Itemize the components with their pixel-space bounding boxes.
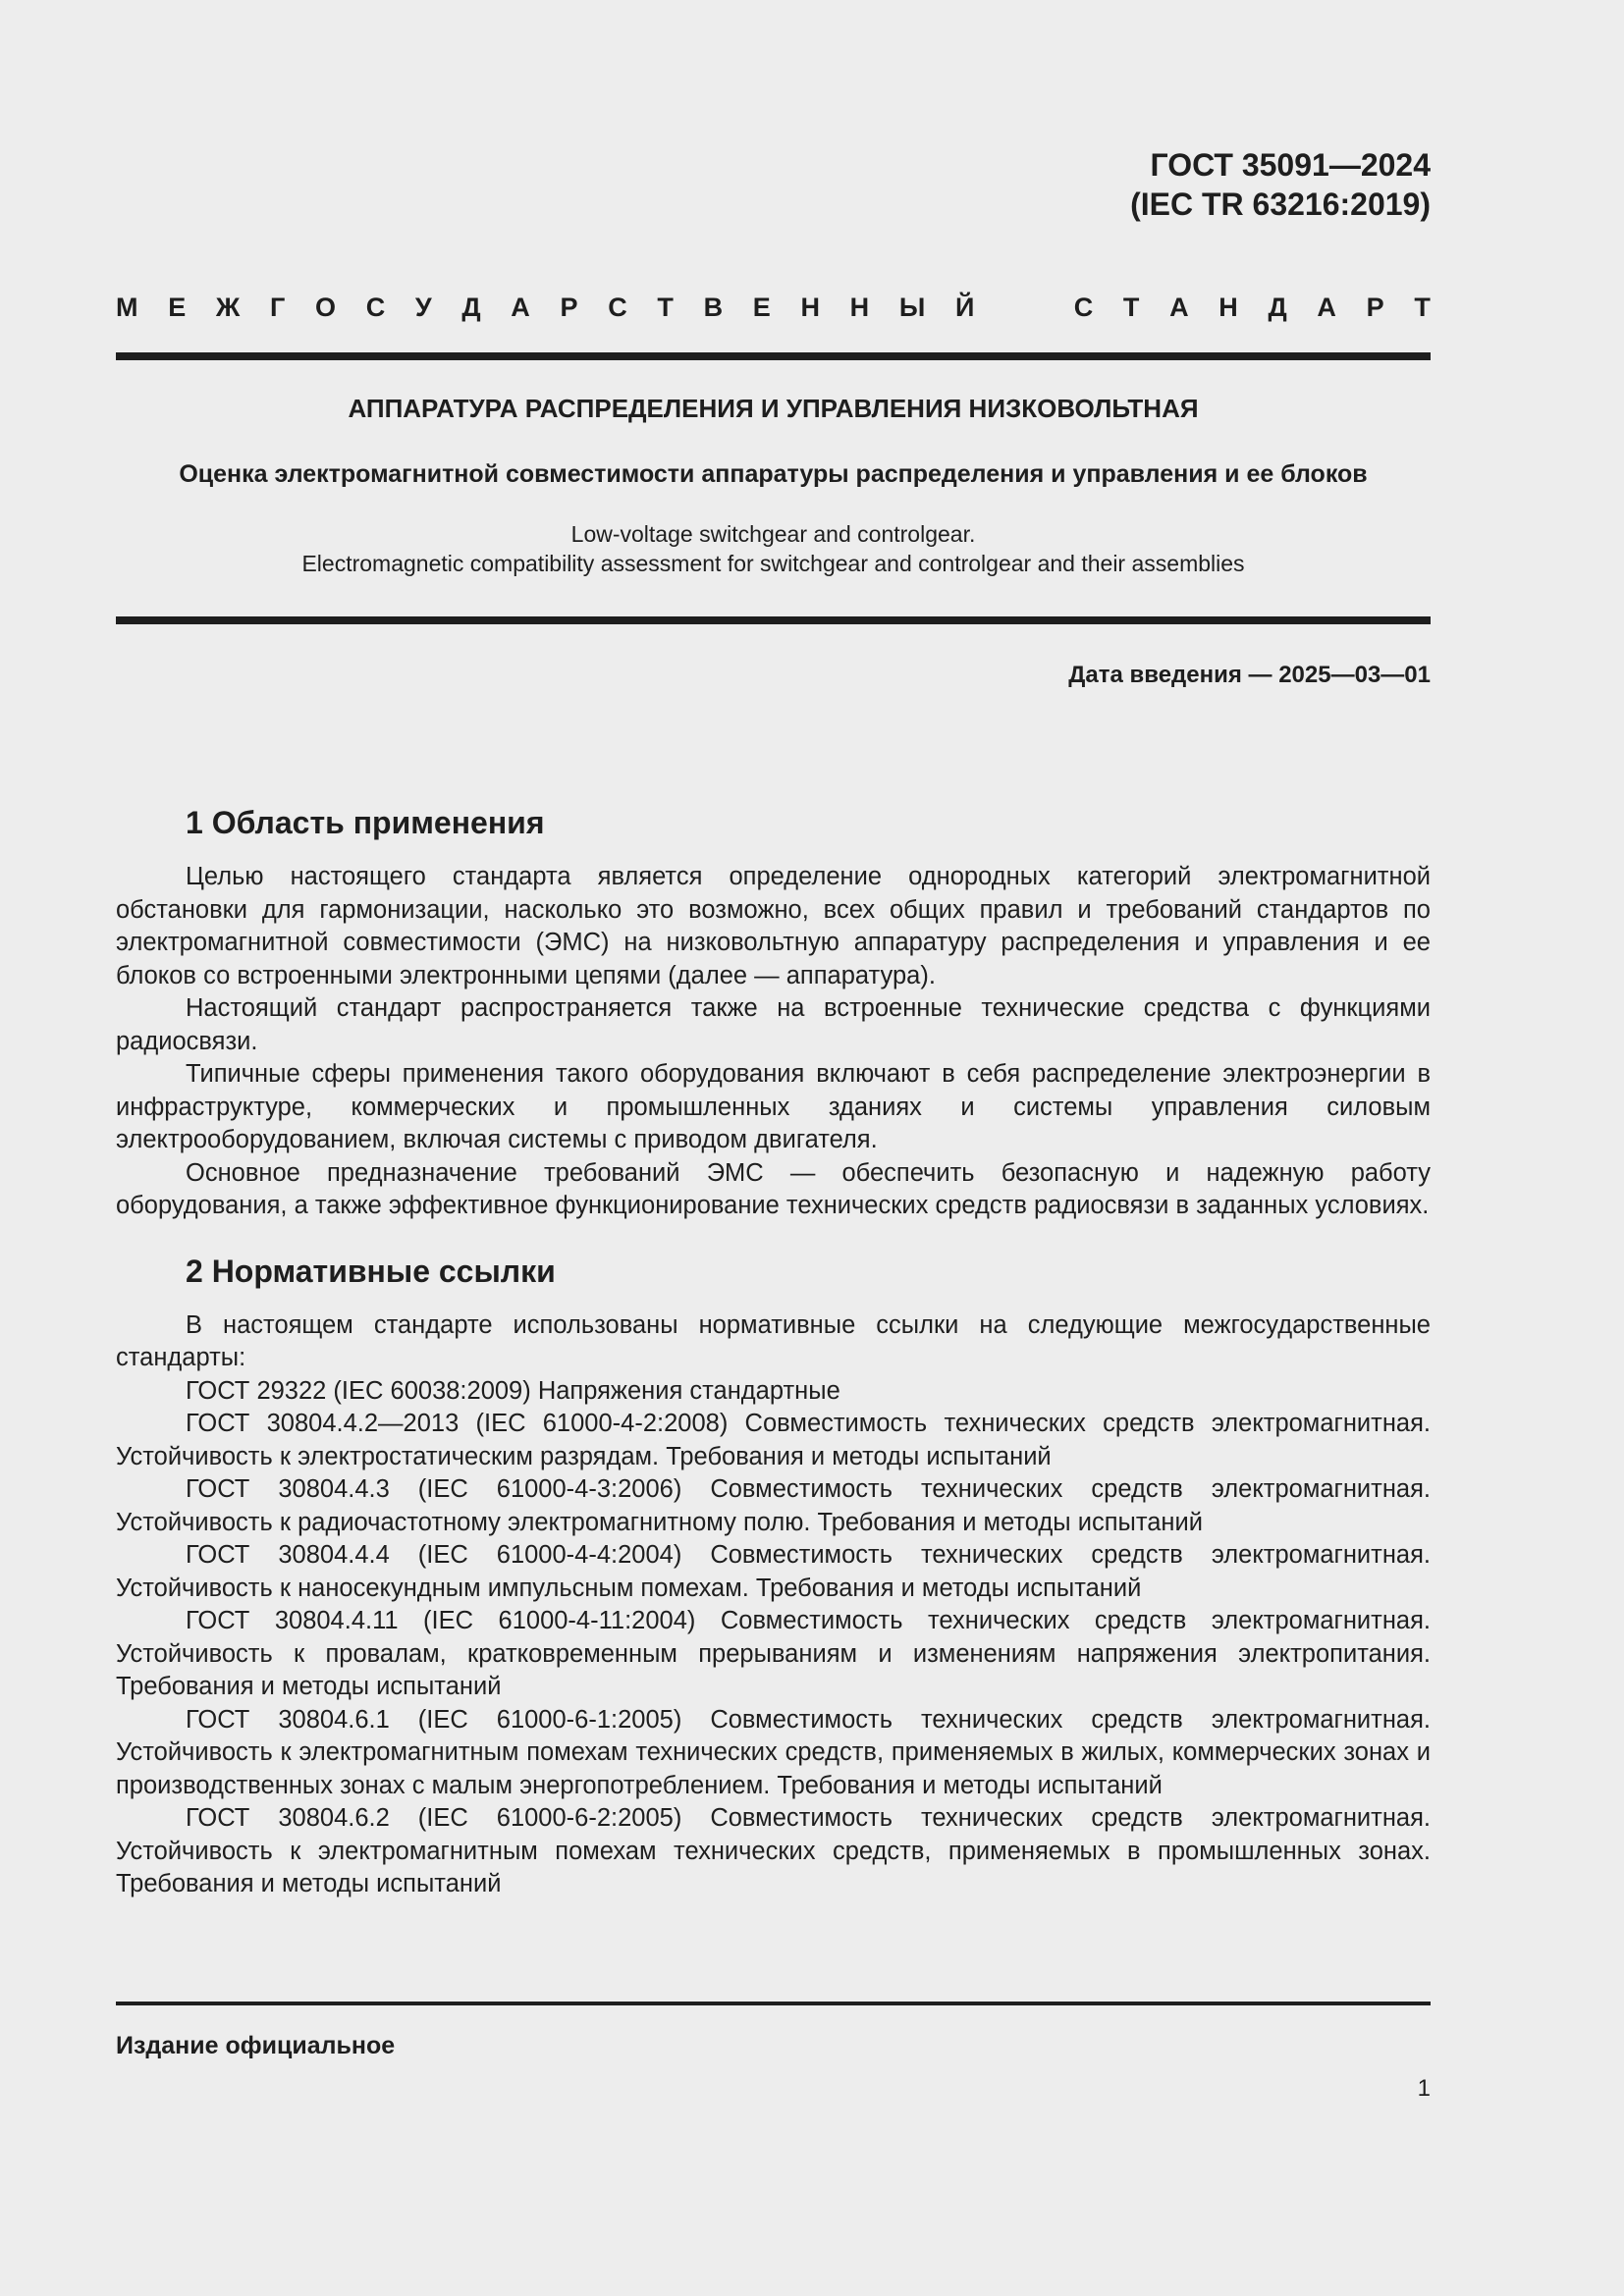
letter: Т — [1414, 293, 1431, 322]
letter: О — [314, 293, 336, 322]
letter: М — [116, 293, 138, 322]
letter: Е — [168, 293, 187, 322]
paragraph: Типичные сферы применения такого оборудования включают в себя распределение электроэнергии в инфраструктуре, коммерческих и промышленных зданиях и системы управления силовым электрооборудованием, включая системы с приводом двигателя. — [116, 1060, 1431, 1153]
standard-code-line2: (IEC TR 63216:2019) — [1130, 187, 1431, 222]
standard-type-label — [116, 291, 1431, 324]
top-divider — [116, 352, 1431, 360]
standard-code-line1: ГОСТ 35091—2024 — [1150, 147, 1431, 183]
english-title-line1: Low-voltage switchgear and controlgear. — [570, 521, 976, 547]
reference-item: ГОСТ 30804.4.3 (IEC 61000-4-3:2006) Совместимость технических средств электромагнитная. Устойчивость к радиочастотному электромагнитному полю. Требования и методы испытаний — [116, 1475, 1431, 1536]
edition-label: Издание официальное — [116, 2032, 396, 2059]
letter: С — [608, 293, 627, 322]
letter: Д — [1268, 293, 1287, 322]
standard-code — [1130, 145, 1431, 224]
reference-item: ГОСТ 30804.6.1 (IEC 61000-6-1:2005) Совместимость технических средств электромагнитная. Устойчивость к электромагнитным помехам технических средств, применяемых в жилых, коммерческих зонах и производственных зонах с малым энергопотреблением. Требования и методы испытаний — [116, 1705, 1431, 1799]
reference-item: ГОСТ 30804.4.11 (IEC 61000-4-11:2004) Совместимость технических средств электромагнитная. Устойчивость к провалам, кратковременным прерываниям и изменениям напряжения электропитания. Требования и методы испытаний — [116, 1607, 1431, 1700]
section-heading-references: 2 Нормативные ссылки — [186, 1253, 556, 1289]
letter: В — [703, 293, 724, 322]
section-scope-body — [116, 861, 1431, 1223]
reference-item: ГОСТ 30804.4.2—2013 (IEC 61000-4-2:2008) Совместимость технических средств электромагнитная. Устойчивость к электростатическим разрядам. Требования и методы испытаний — [116, 1410, 1431, 1470]
english-title — [116, 519, 1431, 578]
document-title: АППАРАТУРА РАСПРЕДЕЛЕНИЯ И УПРАВЛЕНИЯ НИЗКОВОЛЬТНАЯ — [348, 394, 1199, 423]
letter: С — [365, 293, 386, 322]
letter: Ы — [898, 293, 926, 322]
document-body — [116, 803, 1431, 1901]
english-title-line2: Electromagnetic compatibility assessment for switchgear and controlgear and their assemblies — [301, 551, 1245, 576]
footer-divider — [116, 2002, 1431, 2005]
letter: А — [1317, 293, 1336, 322]
letter: С — [1073, 293, 1094, 322]
letter: Н — [849, 293, 870, 322]
paragraph: Настоящий стандарт распространяется также на встроенные технические средства с функциями радиосвязи. — [116, 994, 1431, 1055]
letter: Т — [1122, 293, 1140, 322]
section-references-body — [116, 1309, 1431, 1901]
introduction-date: Дата введения — 2025—03—01 — [1068, 662, 1431, 688]
document-subtitle: Оценка электромагнитной совместимости аппаратуры распределения и управления и ее блоков — [179, 460, 1368, 488]
letter: А — [511, 293, 530, 322]
letter: Д — [461, 293, 481, 322]
paragraph: Целью настоящего стандарта является определение однородных категорий электромагнитной обстановки для гармонизации, насколько это возможно, всех общих правил и требований стандартов по электромагнитной совместимости (ЭМС) на низковольтную аппаратуру распределения и управления и ее блоков со встроенными электронными цепями (далее — аппаратура). — [116, 863, 1431, 989]
reference-item: ГОСТ 29322 (IEC 60038:2009) Напряжения стандартные — [186, 1376, 840, 1405]
letter: Н — [800, 293, 820, 322]
reference-item: ГОСТ 30804.6.2 (IEC 61000-6-2:2005) Совместимость технических средств электромагнитная. Устойчивость к электромагнитным помехам технических средств, применяемых в промышленных зонах. Требования и методы испытаний — [116, 1804, 1431, 1897]
page-number: 1 — [1417, 2075, 1431, 2102]
letter: Н — [1218, 293, 1238, 322]
letter: Ж — [215, 293, 241, 322]
letter: Р — [560, 293, 578, 322]
letter: Е — [752, 293, 771, 322]
paragraph: В настоящем стандарте использованы нормативные ссылки на следующие межгосударственные стандарты: — [116, 1310, 1431, 1371]
title-divider — [116, 616, 1431, 624]
word-gap — [1004, 291, 1044, 324]
reference-item: ГОСТ 30804.4.4 (IEC 61000-4-4:2004) Совместимость технических средств электромагнитная. Устойчивость к наносекундным импульсным помехам. Требования и методы испытаний — [116, 1541, 1431, 1602]
letter: У — [414, 293, 432, 322]
letter: Й — [954, 293, 975, 322]
letter: Г — [269, 293, 286, 322]
section-heading-scope: 1 Область применения — [186, 805, 545, 840]
paragraph: Основное предназначение требований ЭМС — обеспечить безопасную и надежную работу оборудования, а также эффективное функционирование технических средств радиосвязи в заданных условиях. — [116, 1158, 1431, 1219]
letter: А — [1169, 293, 1189, 322]
letter: Т — [657, 293, 674, 322]
letter: Р — [1366, 293, 1384, 322]
